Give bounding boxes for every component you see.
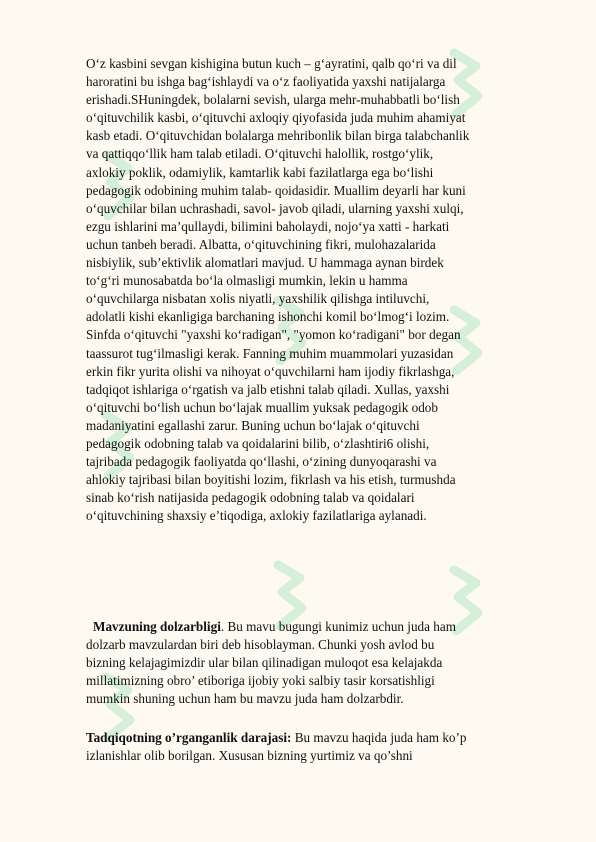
paragraph-line: o‘quvchilar bilan uchrashadi, savol- javob qiladi, ularning yaxshi xulqi, — [86, 200, 464, 216]
body-paragraph — [86, 55, 556, 525]
paragraph-line: sinab ko‘rish natijasida pedagogik odobning talab va qoidalari — [86, 490, 415, 506]
paragraph-line: pedagogik odobining muhim talab- qoidasidir. Muallim deyarli har kuni — [86, 182, 466, 198]
paragraph-line — [86, 618, 556, 636]
paragraph-text: Bu mavzu haqida juda ham ko’p — [291, 730, 467, 745]
paragraph-line: nisbiylik, sub’ektivlik alomatlari mavjud. U hammaga aynan birdek — [86, 255, 444, 271]
paragraph-line — [86, 729, 556, 747]
relevance-paragraph — [86, 618, 556, 708]
paragraph-line: madaniyatini egallashi zarur. Buning uchun bo‘lajak o‘qituvchi — [86, 417, 420, 433]
paragraph-line: tadqiqot ishlariga o‘rgatish va jalb etishni talab qiladi. Xullas, yaxshi — [86, 381, 450, 397]
paragraph-line: o‘qituvchining shaxsiy e’tiqodiga, axlokiy fazilatlariga aylanadi. — [86, 508, 427, 524]
paragraph-line: erishadi.SHuningdek, bolalarni sevish, ularga mehr-muhabbatli bo‘lish — [86, 92, 460, 108]
paragraph-line: pedagogik odobning talab va qoidalarini bilib, o‘zlashtiri6 olishi, — [86, 435, 430, 451]
paragraph-line: millatimizning obro’ etiboriga ijobiy yoki salbiy tasir korsatishligi — [86, 673, 435, 689]
paragraph-line: bizning kelajagimizdir ular bilan qilinadigan muloqot esa kelajakda — [86, 655, 443, 671]
paragraph-line: erkin fikr yurita olishi va nihoyat o‘quvchilarni ham ijodiy fikrlashga, — [86, 363, 455, 379]
paragraph-line: taassurot tug‘ilmasligi kerak. Fanning muhim muammolari yuzasidan — [86, 345, 454, 361]
research-level-paragraph — [86, 729, 556, 765]
paragraph-line: o‘qituvchi bo‘lish uchun bo‘lajak muallim yuksak pedagogik odob — [86, 399, 438, 415]
paragraph-line: ezgu ishlarini ma’qullaydi, bilimini baholaydi, nojo‘ya xatti - harkati — [86, 218, 450, 234]
paragraph-line: o‘qituvchilik kasbi, o‘qituvchi axloqiy qiyofasida juda muhim ahamiyat — [86, 110, 466, 126]
paragraph-line: uchun tanbeh beradi. Albatta, o‘qituvchining fikri, mulohazalarida — [86, 236, 436, 252]
paragraph-text: . Bu mavu bugungi kunimiz uchun juda ham — [220, 619, 457, 634]
paragraph-line: dolzarb mavzulardan biri deb hisoblayman. Chunki yosh avlod bu — [86, 637, 435, 653]
section-heading: Tadqiqotning o’rganganlik darajasi: — [86, 730, 292, 745]
paragraph-line: to‘g‘ri munosabatda bo‘la olmasligi mumkin, lekin u hamma — [86, 273, 408, 289]
paragraph-line: ahlokiy tajribasi bilan boyitishi lozim, fikrlash va his etish, turmushda — [86, 472, 456, 488]
paragraph-line: adolatli kishi ekanligiga barchaning ishonchi komil bo‘lmog‘i lozim. — [86, 309, 450, 325]
paragraph-line: va qattiqqo‘llik ham talab etiladi. O‘qituvchi halollik, rostgo‘ylik, — [86, 146, 434, 162]
paragraph-line: mumkin shuning uchun ham bu mavzu juda ham dolzarbdir. — [86, 691, 404, 707]
paragraph-line: izlanishlar olib borilgan. Xususan bizning yurtimiz va qo’shni — [86, 748, 413, 764]
paragraph-line: tajribada pedagogik faoliyatda qo‘llashi, o‘zining dunyoqarashi va — [86, 454, 437, 470]
paragraph-line: o‘quvchilarga nisbatan xolis niyatli, yaxshilik qilishga intiluvchi, — [86, 291, 430, 307]
section-heading: Mavzuning dolzarbligi — [93, 619, 221, 634]
paragraph-line: haroratini bu ishga bag‘ishlaydi va o‘z faoliyatida yaxshi natijalarga — [86, 74, 446, 90]
paragraph-line: O‘z kasbini sevgan kishigina butun kuch – g‘ayratini, qalb qo‘ri va dil — [86, 56, 457, 71]
paragraph-line: Sinfda o‘qituvchi "yaxshi ko‘radigan", "yomon ko‘radigani" bor degan — [86, 327, 461, 343]
paragraph-line: axlokiy poklik, odamiylik, kamtarlik kabi fazilatlarga ega bo‘lishi — [86, 164, 434, 180]
paragraph-line: kasb etadi. O‘qituvchidan bolalarga mehribonlik bilan birga talabchanlik — [86, 128, 470, 144]
